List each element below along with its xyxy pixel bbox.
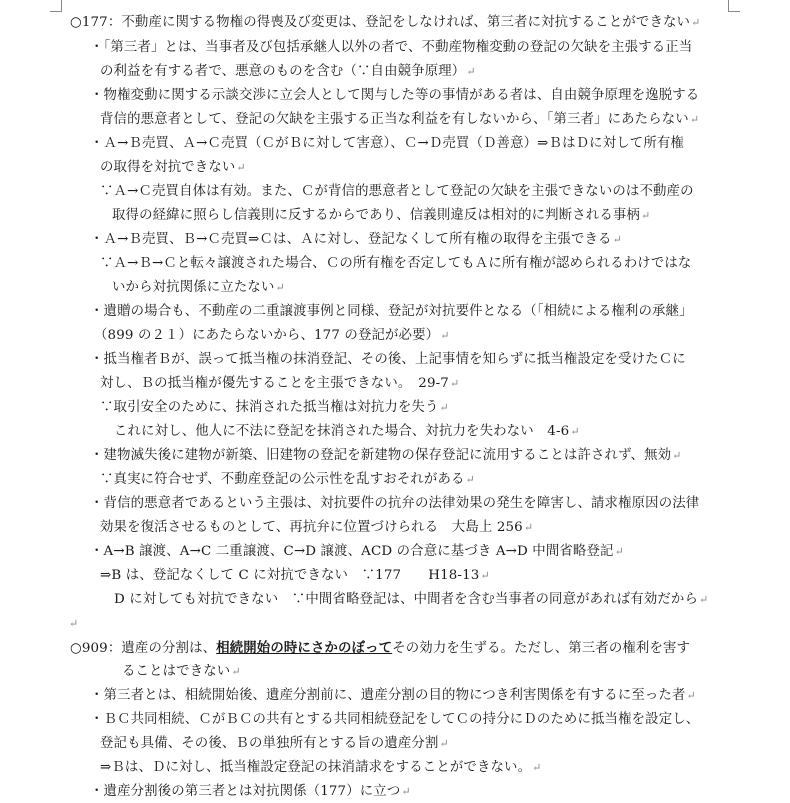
paragraph-mark-icon: ↵ [439,401,449,414]
note-line: これに対し、他人に不法に登記を抹消された場合、対抗力を失わない 4-6↵ [114,424,580,439]
paragraph-mark-icon: ↵ [466,65,476,78]
list-item-cont: 効果を復活させるものとして、再抗弁に位置づけられる 大島上 256↵ [100,520,534,535]
paragraph-mark-icon: ↵ [640,209,651,222]
empty-paragraph [68,613,78,635]
paragraph-mark-icon: ↵ [523,521,534,534]
paragraph-mark-icon: ↵ [691,16,701,29]
paragraph-mark-icon: ↵ [440,329,450,342]
paragraph-mark-icon: ↵ [699,593,709,606]
paragraph-mark-icon: ↵ [570,425,580,438]
paragraph-mark-icon: ↵ [401,785,411,798]
list-item-cont: の取得を対抗できない↵ [100,160,246,175]
list-item-cont: 背信的悪意者として、登記の欠缺を主張する正当な利益を有しないから、「第三者」にあたらない↵ [100,112,700,127]
reason-line: ∵Ａ→Ｂ→Ｃと転々譲渡された場合、Ｃの所有権を否定してもＡに所有権が認められるわけではな [100,256,692,271]
list-item: ・遺贈の場合も、不動産の二重譲渡事例と同様、登記が対抗要件となる（「相続による権利の承継」 [90,304,693,319]
list-item-cont: 対し、Ｂの抵当権が優先することを主張できない。 29-7↵ [100,376,460,391]
paragraph-mark-icon: ↵ [449,377,460,390]
result-line: ⇒B は、登記なくして C に対抗できない ∵177 H18-13↵ [100,568,490,583]
paragraph-mark-icon: ↵ [480,569,490,582]
list-item-cont: の利益を有する者で、悪意のものを含む（∵自由競争原理）↵ [100,64,476,79]
list-item-cont: （899 の２１）にあたらないから、177 の登記が必要）↵ [94,328,450,343]
paragraph-mark-icon: ↵ [672,449,682,462]
list-item: ・建物滅失後に建物が新築、旧建物の登記を新建物の保存登記に流用することは許されず、無効↵ [90,448,682,463]
emphasis-text: 相続開始の時にさかのぼって [216,640,393,656]
article-909-heading-cont: ることはできない↵ [122,664,241,679]
reason-line-cont: 取得の経緯に照らし信義則に反するからであり、信義則違反は相対的に判断される事柄↵ [112,208,651,223]
list-item: ・Ａ→Ｂ売買、Ｂ→Ｃ売買⇒Ｃは、Ａに対し、登記なくして所有権の取得を主張できる↵ [90,232,622,247]
list-item: ・遺産分割後の第三者とは対抗関係（177）に立つ↵ [90,784,411,799]
paragraph-mark-icon: ↵ [465,473,475,486]
list-item: ・ＢＣ共同相続、ＣがＢＣの共有とする共同相続登記をしてＣの持分にＤのために抵当権を設定し、 [90,712,700,727]
paragraph-mark-icon: ↵ [236,161,246,174]
reason-line: ∵Ａ→Ｃ売買自体は有効。また、Ｃが背信的悪意者として登記の欠缺を主張できないのは不動産の [100,184,694,199]
result-line-cont: D に対しても対抗できない ∵中間省略登記は、中間者を含む当事者の同意があれば有効だから↵ [114,592,709,607]
paragraph-mark-icon: ↵ [231,665,241,678]
list-item: ・抵当権者Ｂが、誤って抵当権の抹消登記、その後、上記事情を知らずに抵当権設定を受けたＣに [90,352,686,367]
list-item: ・A→B 譲渡、A→C 二重譲渡、C→D 譲渡、ACD の合意に基づき A→D 中間省略登記↵ [90,544,624,559]
article-177-heading: ○177：不動産に関する物権の得喪及び変更は、登記をしなければ、第三者に対抗することができない↵ [70,15,701,30]
article-909-heading: ○909：遺産の分割は、相続開始の時にさかのぼってその効力を生ずる。ただし、第三者の権利を害す [70,640,691,656]
reason-line: ∵取引安全のために、抹消された抵当権は対抗力を失う↵ [100,400,449,415]
reason-line-cont: いから対抗関係に立たない↵ [112,280,285,295]
list-item: ・「第三者」とは、当事者及び包括承継人以外の者で、不動産物権変動の登記の欠缺を主張する正当 [90,40,693,55]
paragraph-mark-icon: ↵ [439,737,449,750]
list-item: ・物権変動に関する示談交渉に立会人として関与した等の事情がある者は、自由競争原理を逸脱する [90,88,700,103]
paragraph-mark-icon: ↵ [614,545,624,558]
paragraph-mark-icon: ↵ [612,233,622,246]
result-line: ⇒Ｂは、Ｄに対し、抵当権設定登記の抹消請求をすることができない。↵ [100,760,542,775]
paragraph-mark-icon: ↵ [686,689,696,702]
paragraph-mark-icon: ↵ [69,617,79,630]
list-item-cont: 登記も具備、その後、Ｂの単独所有とする旨の遺産分割↵ [100,736,449,751]
list-item: ・背信的悪意者であるという主張は、対抗要件の抗弁の法律効果の発生を障害し、請求権原因の法律 [90,496,700,511]
list-item: ・第三者とは、相続開始後、遺産分割前に、遺産分割の目的物につき利害関係を有するに至った者↵ [90,688,696,703]
reason-line: ∵真実に符合せず、不動産登記の公示性を乱すおそれがある↵ [100,472,475,487]
paragraph-mark-icon: ↵ [275,281,285,294]
paragraph-mark-icon: ↵ [532,761,542,774]
paragraph-mark-icon: ↵ [689,113,700,126]
list-item: ・Ａ→Ｂ売買、Ａ→Ｃ売買（ＣがＢに対して害意）、Ｃ→Ｄ売買（Ｄ善意）⇒ＢはＤに対して所有権 [90,136,684,151]
